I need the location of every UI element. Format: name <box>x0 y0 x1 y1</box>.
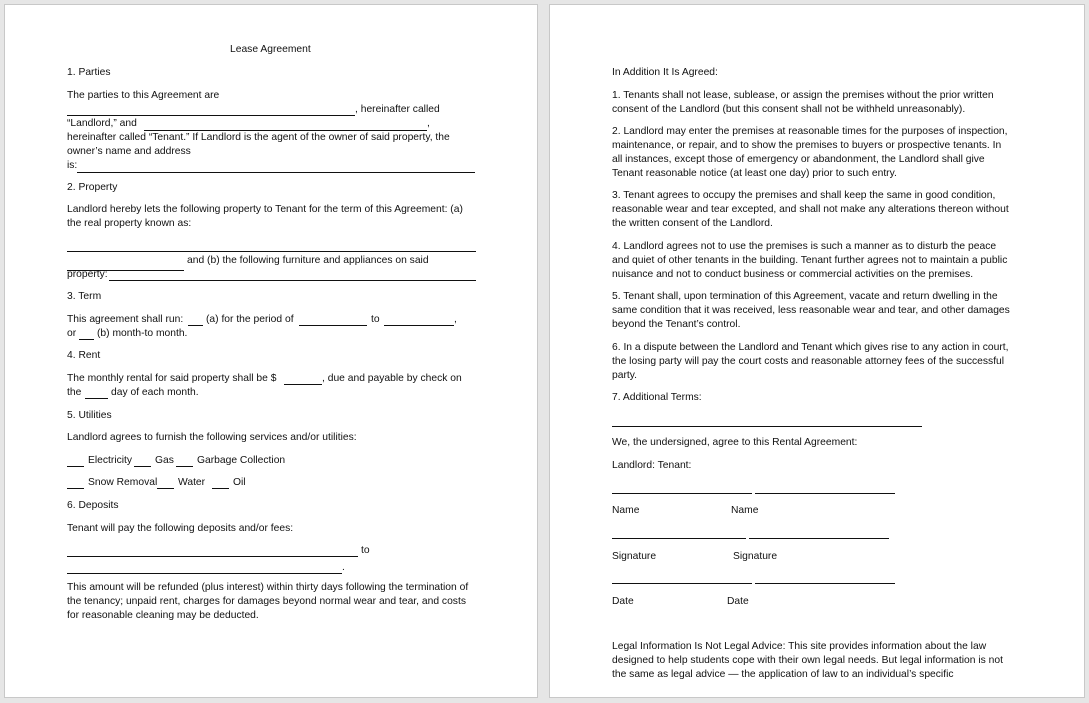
clause-2-line: 2. Landlord may enter the premises at reasonable times for the purposes of inspection, <box>612 126 1008 137</box>
section-heading-deposits: 6. Deposits <box>67 500 119 511</box>
clause-4-line: nuisance and not to conduct business or commercial activities on the premises. <box>612 269 974 280</box>
snow-removal-blank[interactable] <box>67 488 84 489</box>
oil-blank[interactable] <box>212 488 229 489</box>
deposits-intro: Tenant will pay the following deposits and/or fees: <box>67 523 294 534</box>
utilities-intro: Landlord agrees to furnish the following services and/or utilities: <box>67 432 357 443</box>
term-start-blank[interactable] <box>299 325 367 326</box>
landlord-signature-label: Signature <box>612 551 657 562</box>
document-title: Lease Agreement <box>230 44 311 55</box>
additional-terms-label: 7. Additional Terms: <box>612 392 702 403</box>
utility-oil: Oil <box>233 477 246 488</box>
term-option-a-blank[interactable] <box>188 325 203 326</box>
owner-address-blank[interactable] <box>77 172 475 173</box>
deposit-to-text: to <box>361 545 370 556</box>
deposit-period: . <box>342 562 345 573</box>
legal-notice-line: the same as legal advice — the application of law to an individual’s specific <box>612 669 954 680</box>
clause-5-line: beyond the Tenant’s control. <box>612 319 741 330</box>
real-property-blank-1[interactable] <box>67 251 476 252</box>
section-heading-rent: 4. Rent <box>67 350 101 361</box>
term-option-b-blank[interactable] <box>79 339 94 340</box>
term-or-text: or <box>67 328 77 339</box>
section-heading-term: 3. Term <box>67 291 102 302</box>
utility-gas: Gas <box>155 455 174 466</box>
clause-3-line: 3. Tenant agrees to occupy the premises and shall keep the same in good condition, <box>612 190 996 201</box>
clause-2-line: maintenance, or repair, and to show the premises to buyers or prospective tenants. In <box>612 140 1002 151</box>
clause-5-line: 5. Tenant shall, upon termination of this Agreement, vacate and return dwelling in the <box>612 291 998 302</box>
furniture-blank[interactable] <box>109 280 476 281</box>
term-comma: , <box>454 314 457 325</box>
clause-1-line: consent of the Landlord (but this consent shall not be withheld unreasonably). <box>612 104 966 115</box>
clause-6-line: 6. In a dispute between the Landlord and Tenant which gives rise to any action in court, <box>612 342 1009 353</box>
property-label: property: <box>67 269 108 280</box>
legal-notice-line: designed to help students cope with their own legal needs. But legal information is not <box>612 655 1003 666</box>
term-to-text: to <box>371 314 380 325</box>
landlord-name-blank[interactable] <box>67 115 355 116</box>
utility-garbage: Garbage Collection <box>197 455 286 466</box>
property-line-1: Landlord hereby lets the following property to Tenant for the term of this Agreement: (a) <box>67 204 463 215</box>
property-line-2: the real property known as: <box>67 218 192 229</box>
tenant-date-line[interactable] <box>755 583 895 584</box>
clause-3-line: the written consent of the Landlord. <box>612 218 773 229</box>
clause-2-line: all instances, except those of emergency or abandonment, the Landlord shall give <box>612 154 985 165</box>
landlord-signature-line[interactable] <box>612 538 746 539</box>
garbage-blank[interactable] <box>176 466 193 467</box>
parties-line-4: owner’s name and address <box>67 146 191 157</box>
furniture-text: and (b) the following furniture and appliances on said <box>187 255 429 266</box>
undersigned-text: We, the undersigned, agree to this Rental Agreement: <box>612 437 858 448</box>
rent-day-blank[interactable] <box>85 398 108 399</box>
document-page-1 <box>4 4 538 698</box>
tenant-date-label: Date <box>727 596 749 607</box>
clause-2-line: Tenant reasonable notice (at least one day) prior to such entry. <box>612 168 897 179</box>
gas-blank[interactable] <box>134 466 151 467</box>
refund-line-3: for reasonable cleaning may be deducted. <box>67 610 259 621</box>
refund-line-2: the tenancy; unpaid rent, charges for damages beyond normal wear and tear, and costs <box>67 596 466 607</box>
hereinafter-text: , hereinafter called <box>355 104 440 115</box>
comma-text: , <box>427 118 430 129</box>
deposit-purpose-blank[interactable] <box>67 573 342 574</box>
clause-3-line: reasonable wear and tear excepted, and shall not make any alterations thereon without <box>612 204 1009 215</box>
clause-6-line: party. <box>612 370 637 381</box>
electricity-blank[interactable] <box>67 466 84 467</box>
term-end-blank[interactable] <box>384 325 454 326</box>
term-period-text: (a) for the period of <box>206 314 294 325</box>
utility-electricity: Electricity <box>88 455 133 466</box>
clause-6-line: the losing party will pay the court costs and reasonable attorney fees of the successful <box>612 356 1005 367</box>
parties-intro-text: The parties to this Agreement are <box>67 90 220 101</box>
parties-line-3: hereinafter called “Tenant.” If Landlord is the agent of the owner of said property, the <box>67 132 450 143</box>
rent-day-text: day of each month. <box>111 387 199 398</box>
clause-4-line: 4. Landlord agrees not to use the premises is such a manner as to disturb the peace <box>612 241 997 252</box>
water-blank[interactable] <box>157 488 174 489</box>
clause-4-line: and quiet of other tenants in the building. Tenant further agrees not to maintain a public <box>612 255 1008 266</box>
rent-the-text: the <box>67 387 82 398</box>
tenant-signature-line[interactable] <box>749 538 889 539</box>
legal-notice-line: Legal Information Is Not Legal Advice: This site provides information about the law <box>612 641 987 652</box>
section-heading-utilities: 5. Utilities <box>67 410 112 421</box>
rent-amount-blank[interactable] <box>284 384 322 385</box>
utility-water: Water <box>178 477 206 488</box>
landlord-date-label: Date <box>612 596 634 607</box>
landlord-tenant-label: Landlord: Tenant: <box>612 460 692 471</box>
deposit-amount-blank[interactable] <box>67 556 358 557</box>
tenant-name-line[interactable] <box>755 493 895 494</box>
section-heading-parties: 1. Parties <box>67 67 111 78</box>
landlord-date-line[interactable] <box>612 583 752 584</box>
rent-text-b: , due and payable by check on <box>322 373 462 384</box>
rent-text-a: The monthly rental for said property shall be $ <box>67 373 277 384</box>
landlord-and-text: “Landlord,” and <box>67 118 137 129</box>
clause-1-line: 1. Tenants shall not lease, sublease, or assign the premises without the prior written <box>612 90 994 101</box>
is-label: is: <box>67 160 78 171</box>
refund-line-1: This amount will be refunded (plus interest) within thirty days following the termination of <box>67 582 469 593</box>
section-heading-property: 2. Property <box>67 182 118 193</box>
utility-snow-removal: Snow Removal <box>88 477 158 488</box>
term-text-a: This agreement shall run: <box>67 314 184 325</box>
tenant-name-label: Name <box>731 505 759 516</box>
clause-5-line: same condition that it was received, less reasonable wear and tear, and other damages <box>612 305 1010 316</box>
landlord-name-line[interactable] <box>612 493 752 494</box>
tenant-signature-label: Signature <box>733 551 778 562</box>
document-page-2 <box>549 4 1085 698</box>
additional-terms-blank[interactable] <box>612 426 922 427</box>
landlord-name-label: Name <box>612 505 640 516</box>
term-month-text: (b) month-to month. <box>97 328 188 339</box>
in-addition-heading: In Addition It Is Agreed: <box>612 67 718 78</box>
